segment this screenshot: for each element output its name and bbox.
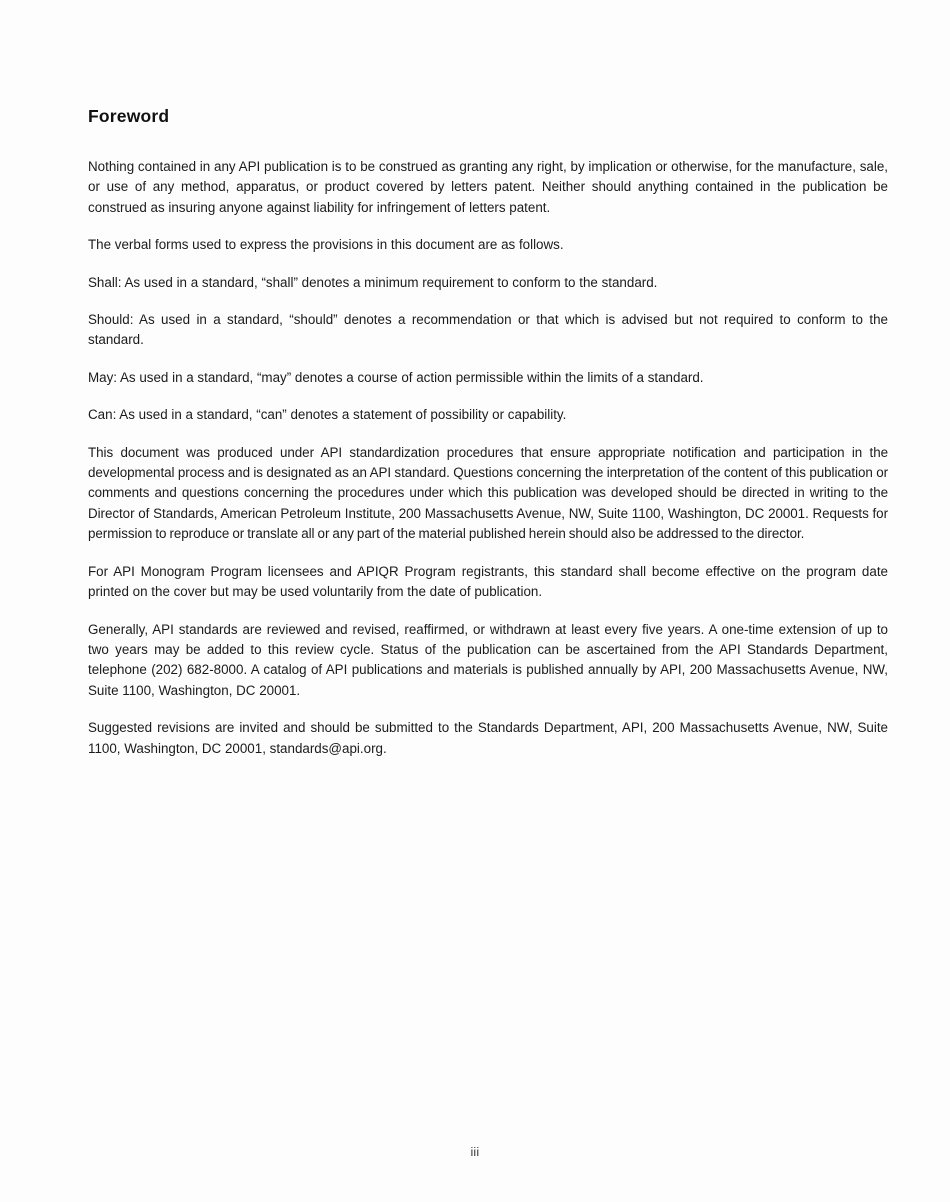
paragraph-disclaimer: Nothing contained in any API publication is to be construed as granting any right, by implication or otherwise, for the manufacture, sale, or use of any method, apparatus, or product covered by letters patent. Neither should anything contained in the publication be construed as insuring anyone against liability for infringement of letters patent. bbox=[88, 159, 888, 215]
paragraph-should: Should: As used in a standard, “should” denotes a recommendation or that which is advised but not required to conform to the standard. bbox=[88, 312, 888, 348]
foreword-body bbox=[88, 157, 888, 759]
page-content bbox=[88, 106, 888, 759]
paragraph-can: Can: As used in a standard, “can” denotes a statement of possibility or capability. bbox=[88, 407, 567, 423]
paragraph-may: May: As used in a standard, “may” denotes a course of action permissible within the limits of a standard. bbox=[88, 369, 704, 385]
paragraph-standardization-procedures: This document was produced under API standardization procedures that ensure appropriate notification and participation in the developmental process and is designated as an API standard. Questions concerning the interpretation of the content of this publication or comments and questions concerning the procedures under which this publication was developed should be directed in writing to the Director of Standards, American Petroleum Institute, 200 Massachusetts Avenue, NW, Suite 1100, Washington, DC 20001. Requests for permission to reproduce or translate all or any part of the material published herein should also be addressed to the director. bbox=[88, 444, 888, 542]
paragraph-suggested-revisions: Suggested revisions are invited and should be submitted to the Standards Department, API, 200 Massachusetts Avenue, NW, Suite 1100, Washington, DC 20001, standards@api.org. bbox=[88, 720, 888, 756]
page-title: Foreword bbox=[88, 106, 170, 126]
paragraph-shall: Shall: As used in a standard, “shall” denotes a minimum requirement to conform to the standard. bbox=[88, 274, 658, 290]
paragraph-monogram-program: For API Monogram Program licensees and APIQR Program registrants, this standard shall become effective on the program date printed on the cover but may be used voluntarily from the date of publication. bbox=[88, 563, 888, 600]
paragraph-review-cycle: Generally, API standards are reviewed and revised, reaffirmed, or withdrawn at least every five years. A one-time extension of up to two years may be added to this review cycle. Status of the publication can be ascertained from the API Standards Department, telephone (202) 682-8000. A catalog of API publications and materials is published annually by API, 200 Massachusetts Avenue, NW, Suite 1100, Washington, DC 20001. bbox=[88, 621, 888, 698]
page-number: iii bbox=[470, 1147, 480, 1159]
paragraph-verbal-forms-intro: The verbal forms used to express the provisions in this document are as follows. bbox=[88, 237, 564, 253]
